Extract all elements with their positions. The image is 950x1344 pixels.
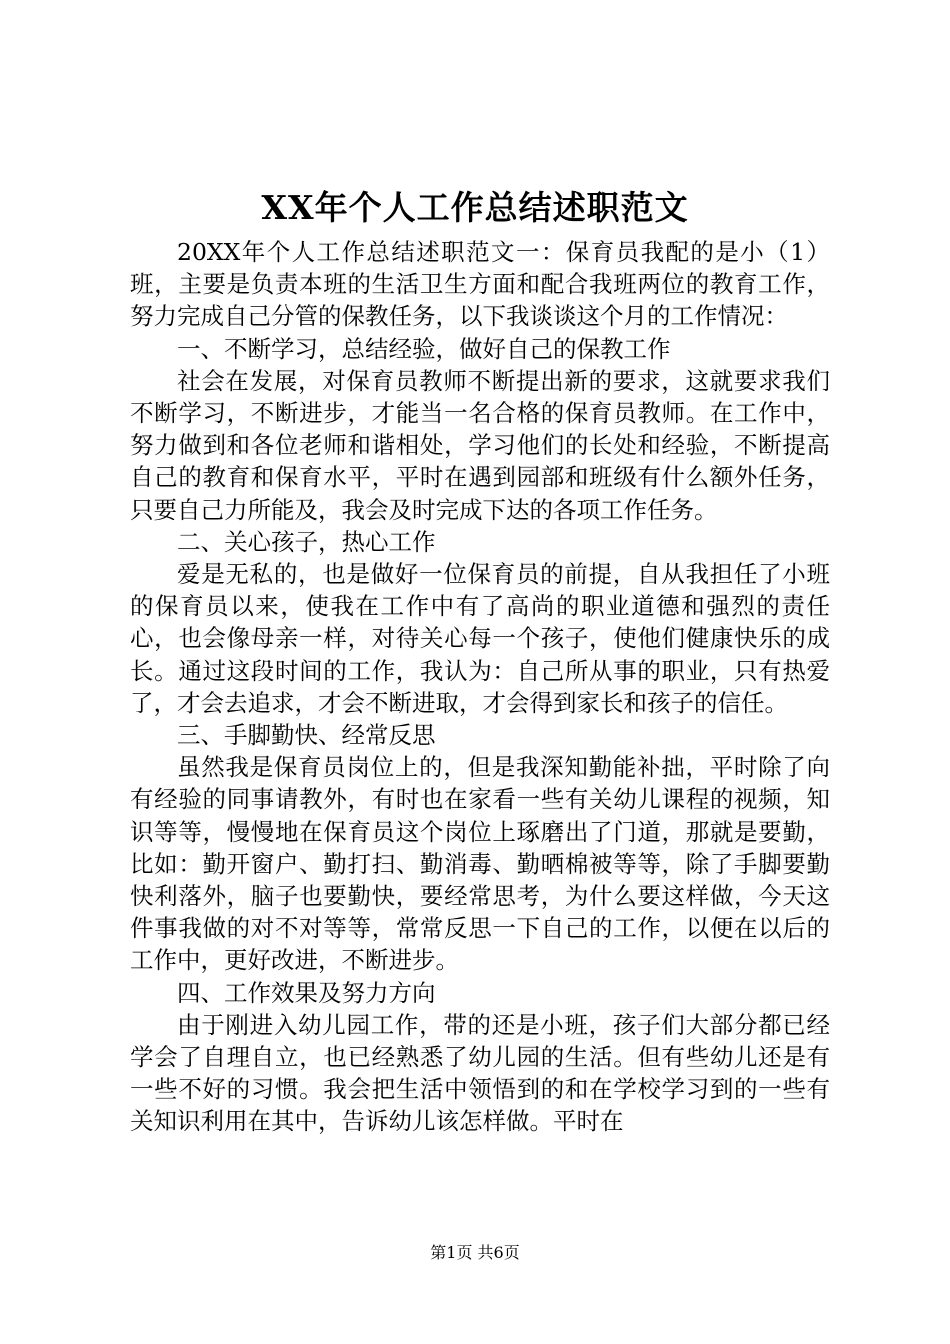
document-body [130, 236, 830, 1138]
paragraph-section-2: 爱是无私的，也是做好一位保育员的前提，自从我担任了小班的保育员以来，使我在工作中有了高尚的职业道德和强烈的责任心，也会像母亲一样，对待关心每一个孩子，使他们健康快乐的成长。通过这段时间的工作，我认为：自己所从事的职业，只有热爱了，才会去追求，才会不断进取，才会得到家长和孩子的信任。 [130, 560, 830, 717]
paragraph-section-3: 虽然我是保育员岗位上的，但是我深知勤能补拙，平时除了向有经验的同事请教外，有时也在家看一些有关幼儿课程的视频，知识等等，慢慢地在保育员这个岗位上琢磨出了门道，那就是要勤，比如：勤开窗户、勤打扫、勤消毒、勤晒棉被等等，除了手脚要勤快利落外，脑子也要勤快，要经常思考，为什么要这样做，今天这件事我做的对不对等等，常常反思一下自己的工作，以便在以后的工作中，更好改进，不断进步。 [130, 753, 830, 975]
section-heading-4: 四、工作效果及努力方向 [177, 978, 436, 1007]
document-title: XX年个人工作总结述职范文 [261, 188, 689, 227]
paragraph-intro: 20XX年个人工作总结述职范文一：保育员我配的是小（1）班，主要是负责本班的生活卫生方面和配合我班两位的教育工作，努力完成自己分管的保教任务，以下我谈谈这个月的工作情况： [130, 238, 830, 331]
section-heading-2: 二、关心孩子，热心工作 [177, 527, 436, 556]
paragraph-section-4: 由于刚进入幼儿园工作，带的还是小班，孩子们大部分都已经学会了自理自立，也已经熟悉了幼儿园的生活。但有些幼儿还是有一些不好的习惯。我会把生活中领悟到的和在学校学习到的一些有关知识利用在其中，告诉幼儿该怎样做。平时在 [130, 1010, 830, 1136]
page-number-footer: 第1页 共6页 [430, 1243, 520, 1262]
paragraph-section-1: 社会在发展，对保育员教师不断提出新的要求，这就要求我们不断学习，不断进步，才能当一名合格的保育员教师。在工作中，努力做到和各位老师和谐相处，学习他们的长处和经验，不断提高自己的教育和保育水平，平时在遇到园部和班级有什么额外任务，只要自己力所能及，我会及时完成下达的各项工作任务。 [130, 366, 830, 524]
section-heading-1: 一、不断学习，总结经验，做好自己的保教工作 [177, 334, 671, 363]
section-heading-3: 三、手脚勤快、经常反思 [177, 721, 436, 750]
